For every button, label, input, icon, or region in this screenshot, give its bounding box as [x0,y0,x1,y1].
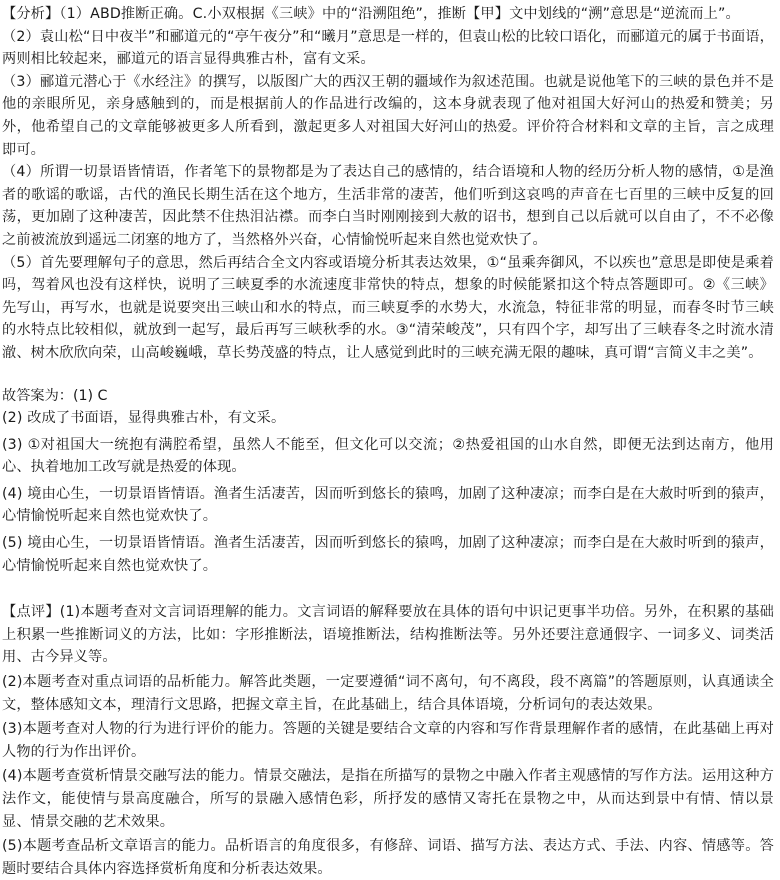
analysis-paragraph-1: 【分析】（1）ABD推断正确。C.小双根据《三峡》中的“沿溯阻绝”，推断【甲】文中划线的“溯”意思是“逆流而上”。 [2,6,740,22]
answers-section [2,385,774,578]
answer-3: (3) ①对祖国大一统抱有满腔希望，虽然人不能至，但文化可以交流；②热爱祖国的山水自然，即便无法到达南方，他用心、执着地加工改写就是热爱的体现。 [2,436,774,476]
answer-5: (5) 境由心生，一切景语皆情语。渔者生活凄苦，因而听到悠长的猿鸣，加剧了这种凄凉；而李白是在大赦时听到的猿声，心情愉悦听起来自然也觉欢快了。 [2,535,774,574]
comments-section [2,601,774,880]
comment-3: (3)本题考查对人物的行为进行评价的能力。答题的关键是要结合文章的内容和写作背景理解作者的感情，在此基础上再对人物的行为作出评价。 [2,721,774,760]
analysis-paragraph-5: （5）首先要理解句子的意思，然后再结合全文内容或语境分析其表达效果，①“虽乘奔御风，不以疾也”意思是即使是乘着吗，驾着风也没有这样快，说明了三峡夏季的水流速度非常快的特点，想象的时候能紧扣这个特点答题即可。②《三峡》先写山，再写水，也就是说要突出三峡山和水的特点，而三峡夏季的水势大，水流急，特征非常的明显，而春冬时节三峡的水特点比较相似，就放到一起写，最后再写三峡秋季的水。③“清荣峻茂”，只有四个字，却写出了三峡春冬之时流水清澈、树木欣欣向荣，山高峻巍峨，草长势茂盛的特点，让人感觉到此时的三峡充满无限的趣味，真可谓“言简义丰之美”。 [2,254,774,361]
analysis-paragraph-4: （4）所谓一切景语皆情语，作者笔下的景物都是为了表达自己的感情的，结合语境和人物的经历分析人物的感情，①是渔者的歌谣的歌谣，古代的渔民长期生活在这个地方，生活非常的凄苦，他们听到这哀鸣的声音在七百里的三峡中反复的回荡，更加剧了这种凄苦，因此禁不住热泪沾襟。而李白当时刚刚接到大赦的诏书，想到自己以后就可以自由了，不不必像之前被流放到遥远二闭塞的地方了，当然格外兴奋，心情愉悦听起来自然也觉欢快了。 [2,164,774,248]
section-spacer [2,365,774,385]
analysis-section [2,3,774,365]
comment-5: (5)本题考查品析文章语言的能力。品析语言的角度很多，有修辞、词语、描写方法、表达方式、手法、内容、情感等。答题时要结合具体内容选择赏析角度和分析表达效果。 [2,838,774,877]
analysis-paragraph-2: （2）袁山松“日中夜半”和郦道元的“亭午夜分”和“曦月”意思是一样的，但袁山松的比较口语化，而郦道元的属于书面语，两则相比较起来，郦道元的语言显得典雅古朴，富有文采。 [2,28,774,68]
answer-4: (4) 境由心生，一切景语皆情语。渔者生活凄苦，因而听到悠长的猿鸣，加剧了这种凄凉；而李白是在大赦时听到的猿声，心情愉悦听起来自然也觉欢快了。 [2,485,774,525]
section-spacer [2,581,774,601]
comment-1: 【点评】(1)本题考查对文言词语理解的能力。文言词语的解释要放在具体的语句中识记更事半功倍。另外，在积累的基础上积累一些推断词义的方法，比如：字形推断法，语境推断法，结构推断法等。另外还要注意通假字、一词多义、词类活用、古今异义等。 [2,604,774,666]
comment-4: (4)本题考查赏析情景交融写法的能力。情景交融法，是指在所描写的景物之中融入作者主观感情的写作方法。运用这种方法作文，能使情与景高度融合，所写的景融入感情色彩，所抒发的感情又寄托在景物之中，从而达到景中有情、情以景显、情景交融的艺术效果。 [2,768,774,830]
comment-2: (2)本题考查对重点词语的品析能力。解答此类题，一定要遵循“词不离句，句不离段，段不离篇”的答题原则，认真通读全文，整体感知文本，理清行文思路，把握文章主旨，在此基础上，结合具体语境，分析词句的表达效果。 [2,674,774,713]
answer-2: (2) 改成了书面语，显得典雅古朴，有文采。 [2,410,286,427]
analysis-paragraph-3: （3）郦道元潜心于《水经注》的撰写，以版图广大的西汉王朝的疆域作为叙述范围。也就是说他笔下的三峡的景色并不是他的亲眼所见，亲身感触到的，而是根据前人的作品进行改编的，这本身就表现了他对祖国大好河山的热爱和赞美；另外，他希望自己的文章能够被更多人所看到，激起更多人对祖国大好河山的热爱。评价符合材料和文章的主旨，言之成理即可。 [2,73,774,158]
answers-title: 故答案为：(1) C [2,387,108,404]
